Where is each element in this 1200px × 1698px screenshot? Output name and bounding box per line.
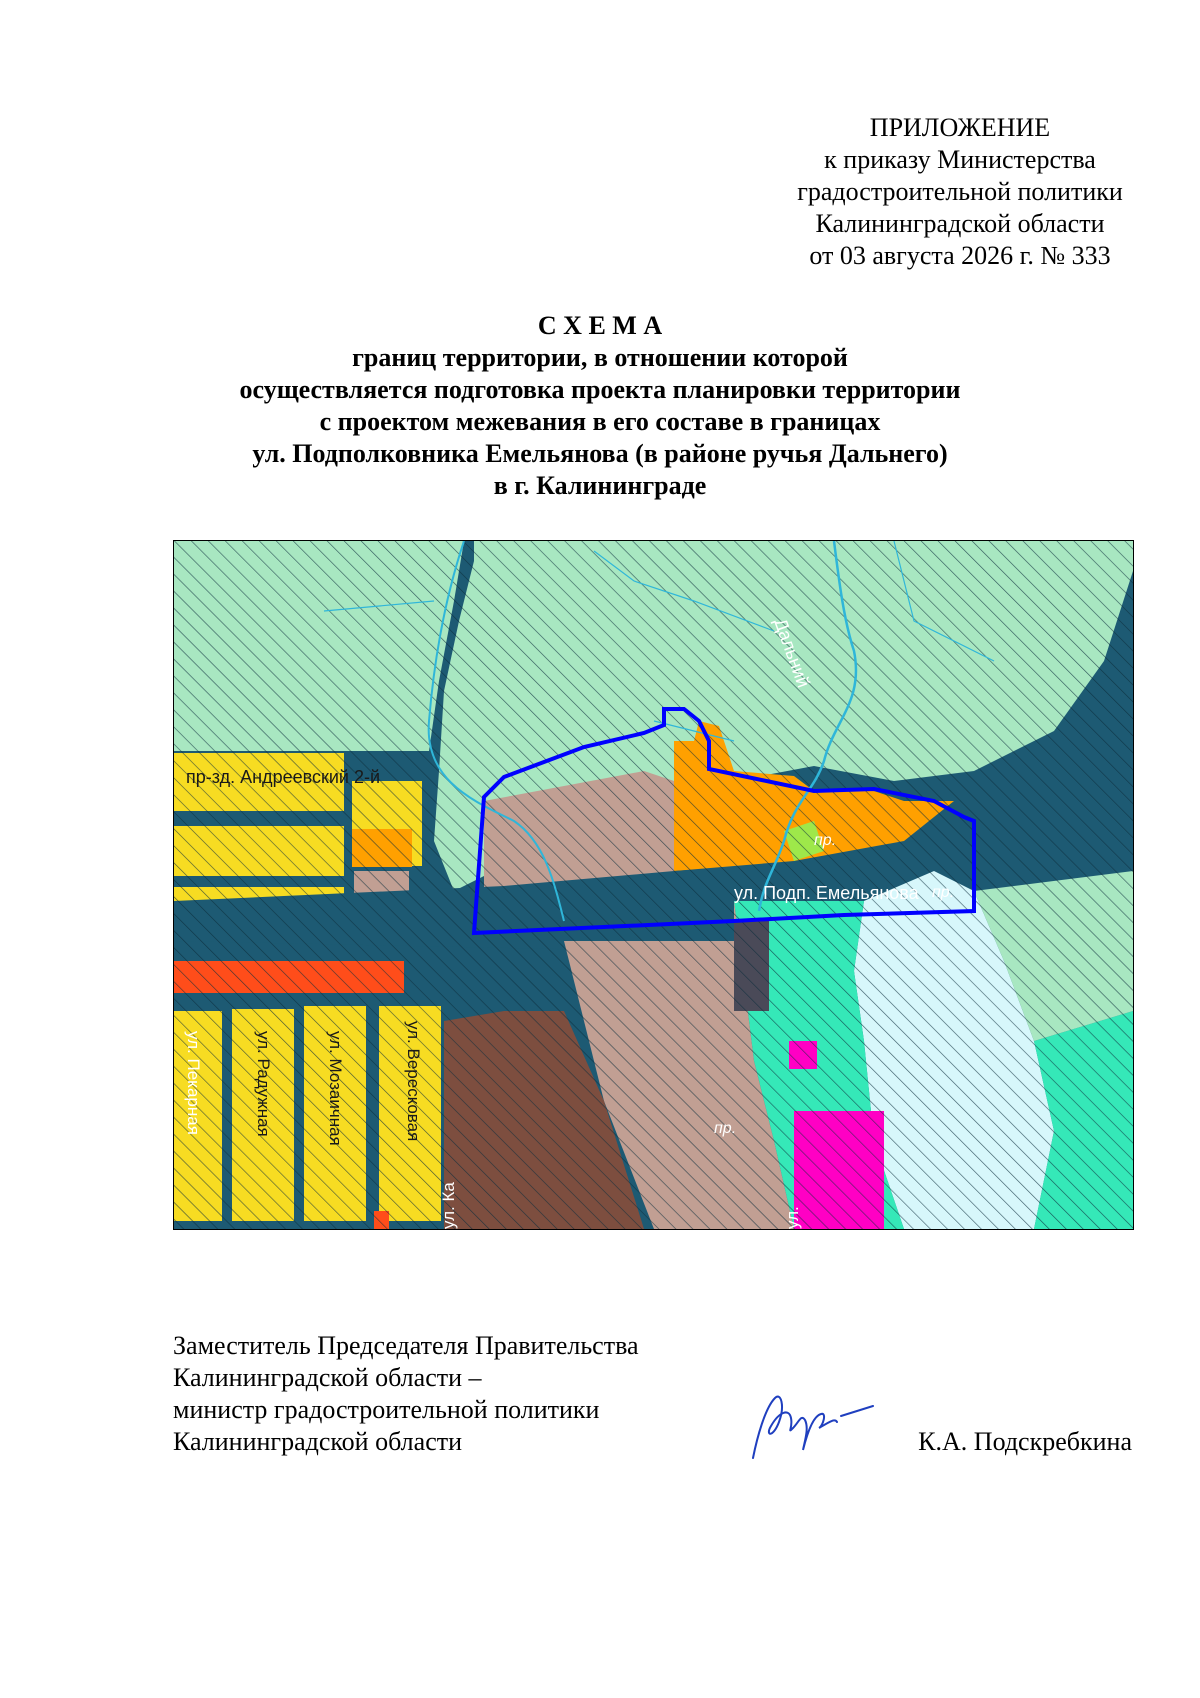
title-line: осуществляется подготовка проекта планировки территории: [239, 375, 961, 404]
pr-label: пр.: [814, 832, 837, 849]
ul-label: ул.: [783, 1206, 802, 1229]
appendix-block: [760, 112, 1160, 272]
signatory-line: министр градостроительной политики: [173, 1395, 600, 1424]
handwritten-signature: [745, 1378, 875, 1470]
andreevsky-label: пр-зд. Андреевский 2-й: [186, 767, 381, 787]
appendix-line: ПРИЛОЖЕНИЕ: [869, 113, 1051, 142]
pr-label: пр.: [714, 1120, 737, 1137]
pr-label: пр.: [932, 884, 955, 901]
appendix-line: градостроительной политики: [797, 177, 1123, 206]
map-canvas: [174, 541, 1133, 1229]
title-line: с проектом межевания в его составе в границах: [319, 407, 881, 436]
raduzhnaya-label: ул. Радужная: [254, 1031, 273, 1137]
document-title: [150, 310, 1050, 502]
signatory-line: Заместитель Председателя Правительства: [173, 1331, 639, 1360]
territory-map: [173, 540, 1134, 1230]
title-line: ул. Подполковника Емельянова (в районе ручья Дальнего): [252, 439, 948, 468]
signatory-name: К.А. Подскребкина: [918, 1427, 1132, 1456]
dalny-label: Дальний: [770, 615, 814, 691]
title-line: в г. Калининграде: [493, 471, 707, 500]
title-line: границ территории, в отношении которой: [352, 343, 848, 372]
hatch-overlay: [174, 541, 1133, 1229]
ka-label: ул. Ка: [439, 1182, 458, 1229]
title-heading: С Х Е М А: [537, 311, 663, 340]
vereskovaya-label: ул. Вересковая: [404, 1021, 423, 1142]
signatory-line: Калининградской области: [173, 1427, 463, 1456]
emelyanova-label: ул. Подп. Емельянова: [734, 883, 919, 903]
mozaichnaya-label: ул. Мозаичная: [326, 1031, 345, 1146]
pekarnaya-label: ул. Пекарная: [184, 1031, 203, 1135]
appendix-line: Калининградской области: [815, 209, 1105, 238]
appendix-line: от 03 августа 2026 г. № 333: [809, 241, 1111, 270]
appendix-line: к приказу Министерства: [824, 145, 1096, 174]
signatory-position: [173, 1330, 639, 1458]
signatory-line: Калининградской области –: [173, 1363, 482, 1392]
